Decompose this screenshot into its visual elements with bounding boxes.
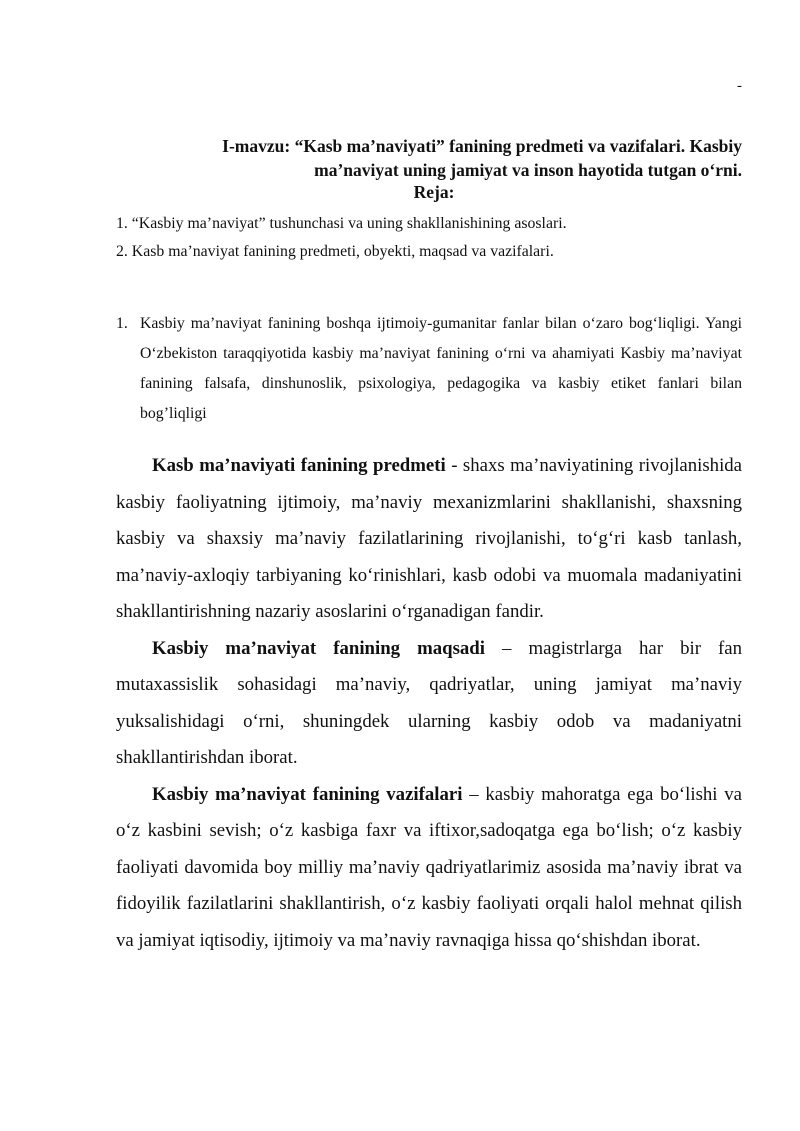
topic-item: [116, 309, 742, 429]
outline-item-1: 1. “Kasbiy ma’naviyat” tushunchasi va uning shakllanishining asoslari.: [116, 215, 567, 232]
term-tasks: Kasbiy ma’naviyat fanining vazifalari: [152, 783, 463, 805]
page-marker: -: [737, 78, 742, 94]
definition-goal: – magistrlarga har bir fan mutaxassislik sohasidagi ma’naviy, qadriyatlar, uning jamiyat ma’naviy yuksalishidagi o‘rni, shuningdek ularning kasbiy odob va madaniyatni shakllantirishdan iborat.: [116, 637, 742, 768]
topic-list: [116, 309, 742, 429]
outline-item-2: 2. Kasb ma’naviyat fanining predmeti, obyekti, maqsad va vazifalari.: [116, 243, 554, 260]
paragraph-tasks: [116, 777, 742, 960]
document-title: [142, 134, 742, 182]
topic-text: Kasbiy ma’naviyat fanining boshqa ijtimoiy-gumanitar fanlar bilan o‘zaro bog‘liqligi. Yangi O‘zbekiston taraqqiyotida kasbiy ma’naviyat fanining o‘rni va ahamiyati Kasbiy ma’naviyat fanining falsafa, dinshunoslik, psixologiya, pedagogika va kasbiy etiket fanlari bilan bog’liqligi: [140, 315, 742, 422]
topic-number: 1.: [116, 315, 128, 332]
paragraph-subject: [116, 448, 742, 631]
definition-tasks: – kasbiy mahoratga ega bo‘lishi va o‘z kasbini sevish; o‘z kasbiga faxr va iftixor,sadoqatga ega bo‘lish; o‘z kasbiy faoliyati davomida boy milliy ma’naviy qadriyatlarimiz asosida ma’naviy ibrat va fidoyilik fazilatlarini shakllantirish, o‘z kasbiy faoliyati orqali halol mehnat qilish va jamiyat iqtisodiy, ijtimoiy va ma’naviy ravnaqiga hissa qo‘shishdan iborat.: [116, 783, 742, 951]
title-line-2: ma’naviyat uning jamiyat va inson hayotida tutgan o‘rni.: [314, 160, 742, 180]
body-text: [116, 448, 742, 959]
definition-subject: - shaxs ma’naviyatining rivojlanishida kasbiy faoliyatning ijtimoiy, ma’naviy mexanizmlarini shakllanishi, shaxsning kasbiy va shaxsiy ma’naviy fazilatlarining rivojlanishi, to‘g‘ri kasb tanlash, ma’naviy-axloqiy tarbiyaning ko‘rinishlari, kasb odobi va muomala madaniyatini shakllantirishning nazariy asoslarini o‘rganadigan fandir.: [116, 455, 743, 622]
term-goal: Kasbiy ma’naviyat fanining maqsadi: [152, 637, 485, 659]
plan-outline: [116, 210, 746, 266]
title-line-1: I-mavzu: “Kasb ma’naviyati” fanining predmeti va vazifalari. Kasbiy: [222, 136, 742, 156]
plan-heading: Reja:: [413, 182, 455, 202]
paragraph-goal: [116, 631, 742, 777]
term-subject: Kasb ma’naviyati fanining predmeti: [152, 455, 446, 476]
